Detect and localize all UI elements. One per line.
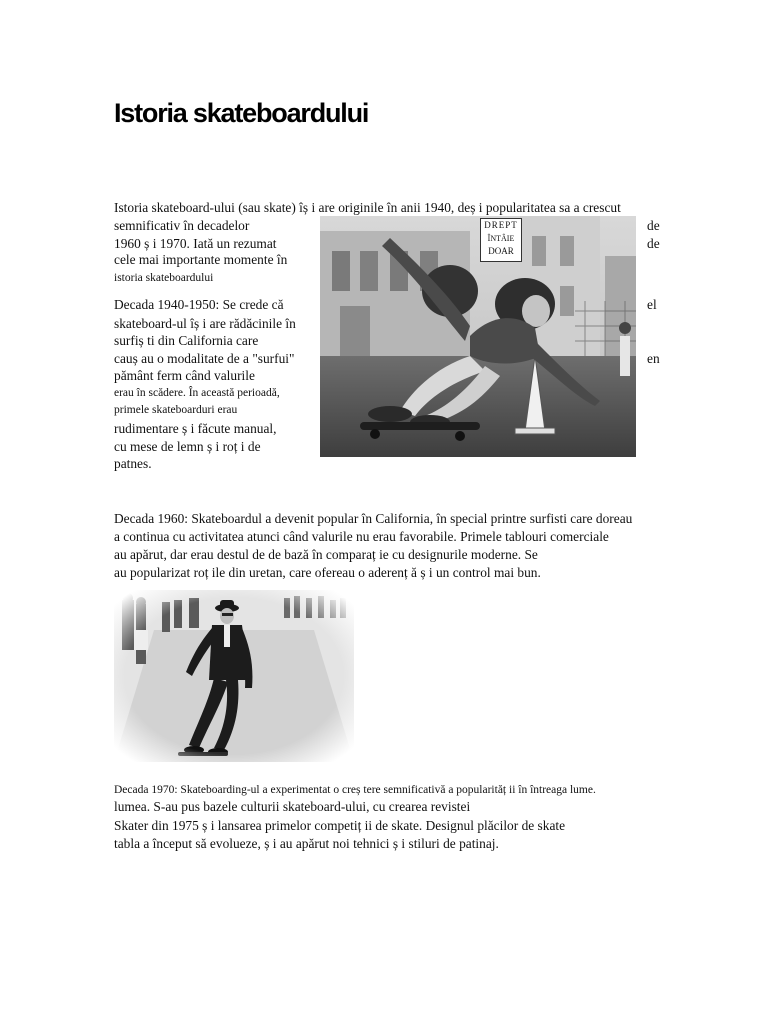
decade-1940-line-7: primele skateboarduri erau <box>114 404 238 416</box>
stamp-line-1: DREPT <box>484 220 518 230</box>
stamp-line-3: DOAR <box>488 246 514 256</box>
decade-1970-line-3: Skater din 1975 ș i lansarea primelor competiț ii de skate. Designul plăcilor de skate <box>114 818 566 833</box>
stamp-line-2: ÎNTÂIE <box>487 234 515 243</box>
decade-1960-line-2: a continua cu activitatea atunci când valurile nu erau favorabile. Primele tablouri comerciale <box>114 529 609 544</box>
decade-1940-line-3: surfiș ti din California care <box>114 333 259 348</box>
decade-1960-line-4: au popularizat roț ile din uretan, care ofereau o aderenț ă ș i un control mai bun. <box>114 565 541 580</box>
decade-1970-line-1: Decada 1970: Skateboarding-ul a experimentat o creș tere semnificativă a popularităț ii în întreaga lume. <box>114 784 596 796</box>
decade-1970-line-2: lumea. S-au pus bazele culturii skateboard-ului, cu crearea revistei <box>114 799 471 814</box>
intro-line-4: cele mai importante momente în <box>114 252 288 267</box>
decade-1940-line-1: Decada 1940-1950: Se crede că <box>114 297 284 312</box>
suited-skater-photo <box>114 590 354 762</box>
decade-1940-line-2: skateboard-ul îș i are rădăcinile în <box>114 316 296 331</box>
decade-1960-line-1: Decada 1960: Skateboardul a devenit popular în California, în special printre surfisti care doreau <box>114 511 633 526</box>
decade-1940-line-8: rudimentare ș i făcute manual, <box>114 421 277 436</box>
decade-1940-line-4: cauș au o modalitate de a "surfui" <box>114 351 295 366</box>
skateboarder-photo-1970s <box>320 216 636 457</box>
decade-1960-line-3: au apărut, dar erau destul de de bază în comparaț ie cu designurile moderne. Se <box>114 547 538 562</box>
decade-1940-line-9: cu mese de lemn ș i roț i de <box>114 439 261 454</box>
decade-1970-line-4: tabla a început să evolueze, ș i au apărut noi tehnici ș i stiluri de patinaj. <box>114 836 499 851</box>
decade-1940-line-1-right: el <box>647 297 657 312</box>
decade-1940-line-6: erau în scădere. În această perioadă, <box>114 387 280 399</box>
intro-line-5: istoria skateboardului <box>114 272 214 284</box>
page-title: Istoria skateboardului <box>114 98 369 128</box>
intro-line-3-right: de <box>647 236 660 251</box>
intro-line-2: semnificativ în decadelor <box>114 218 250 233</box>
decade-1940-line-10: patnes. <box>114 456 152 471</box>
intro-line-2-right: de <box>647 218 660 233</box>
intro-line-3: 1960 ș i 1970. Iată un rezumat <box>114 236 277 251</box>
intro-line-1: Istoria skateboard-ului (sau skate) îș i are originile în anii 1940, deș i popularitatea sa a crescut <box>114 200 621 215</box>
decade-1940-line-5: pământ ferm când valurile <box>114 368 255 383</box>
decade-1940-line-4-right: en <box>647 351 660 366</box>
stamp-label <box>480 218 522 262</box>
